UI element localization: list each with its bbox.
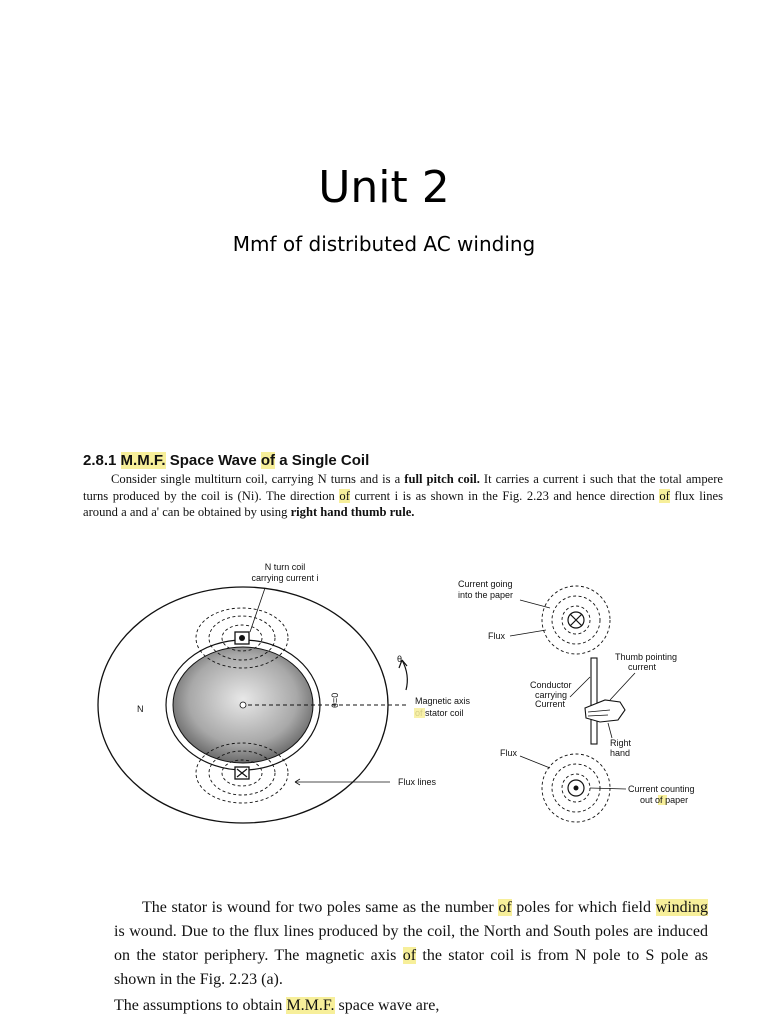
label-flux-bottom: Flux xyxy=(500,748,518,758)
p1-of-2: of xyxy=(659,488,670,503)
p2-t2: poles for which field xyxy=(516,899,651,916)
label-stator-coil: stator coil xyxy=(425,708,464,718)
top-coil-conductor xyxy=(239,635,245,641)
intro-paragraph xyxy=(83,471,723,521)
p2-t3: is wound. Due to the flux lines produced by the coil, the North and South poles are induced on the stator periphery. The magnetic axis xyxy=(114,923,708,964)
p2-t4: the stator coil is from N pole to S pole as shown in the Fig. 2.23 (a). xyxy=(114,947,709,988)
p1-s2: It carries a current i such that the total ampere turns produced by the coil is (Ni). The direction xyxy=(83,472,723,503)
label-counting-1: Current counting xyxy=(628,784,695,794)
label-right-1: Right xyxy=(610,738,632,748)
stator-coil-figure xyxy=(80,560,730,830)
heading-end: a Single Coil xyxy=(279,452,370,469)
slide-subtitle: Mmf of distributed AC winding xyxy=(232,232,536,256)
theta-arrow xyxy=(402,660,407,690)
section-heading xyxy=(83,452,369,469)
coil-leader xyxy=(250,588,265,632)
heading-of-highlight: of xyxy=(260,452,276,469)
label-flux-lines: Flux lines xyxy=(398,777,437,787)
label-theta: θ xyxy=(397,654,403,664)
conductor-rod xyxy=(591,658,597,744)
p1-s4-bold: right hand thumb rule. xyxy=(290,505,415,519)
p1-of-1: of xyxy=(339,488,350,503)
label-theta-zero: θ=0 xyxy=(330,692,340,708)
p1-s1-bold: full pitch coil. xyxy=(404,472,480,486)
p2-of-1: of xyxy=(498,899,512,916)
label-flux-top: Flux xyxy=(488,631,506,641)
p2-winding-highlight: winding xyxy=(655,899,709,916)
p1-s4: flux lines around a and a' can be obtained by using xyxy=(83,488,723,519)
heading-middle: Space Wave xyxy=(169,452,257,469)
label-conductor-2: carrying xyxy=(535,690,568,700)
label-current-going: Current going xyxy=(458,579,513,589)
label-right-2: hand xyxy=(610,748,631,758)
label-thumb-1: Thumb pointing xyxy=(615,652,678,662)
p2-of-2: of xyxy=(402,947,417,964)
label-counting-2: out of paper xyxy=(640,795,689,805)
label-carrying-current: carrying current i xyxy=(251,573,319,583)
slide-title: Unit 2 xyxy=(318,162,450,213)
label-n-turn-coil: N turn coil xyxy=(264,562,306,572)
p3-mmf-highlight: M.M.F. xyxy=(286,997,335,1014)
stator-paragraph xyxy=(114,896,708,992)
rotor-center xyxy=(240,702,246,708)
p1-s1: Consider single multiturn coil, carrying N turns and is a xyxy=(111,472,401,486)
label-conductor-1: Conductor xyxy=(530,680,572,690)
section-number: 2.8.1 xyxy=(83,452,117,469)
label-into-paper: into the paper xyxy=(458,590,514,600)
assumptions-line xyxy=(114,997,439,1015)
label-pole-n: N xyxy=(137,704,144,714)
p3-t1: The assumptions to obtain xyxy=(114,997,283,1014)
label-magnetic-axis: Magnetic axis xyxy=(415,696,471,706)
p2-t1: The stator is wound for two poles same as the number xyxy=(142,899,494,916)
p1-s3: current i is as shown in the Fig. 2.23 and hence direction xyxy=(354,488,655,503)
p3-t2: space wave are, xyxy=(338,997,440,1014)
label-conductor-3: Current xyxy=(535,699,566,709)
heading-mmf-highlight: M.M.F. xyxy=(120,452,166,469)
label-thumb-2: current xyxy=(628,662,657,672)
